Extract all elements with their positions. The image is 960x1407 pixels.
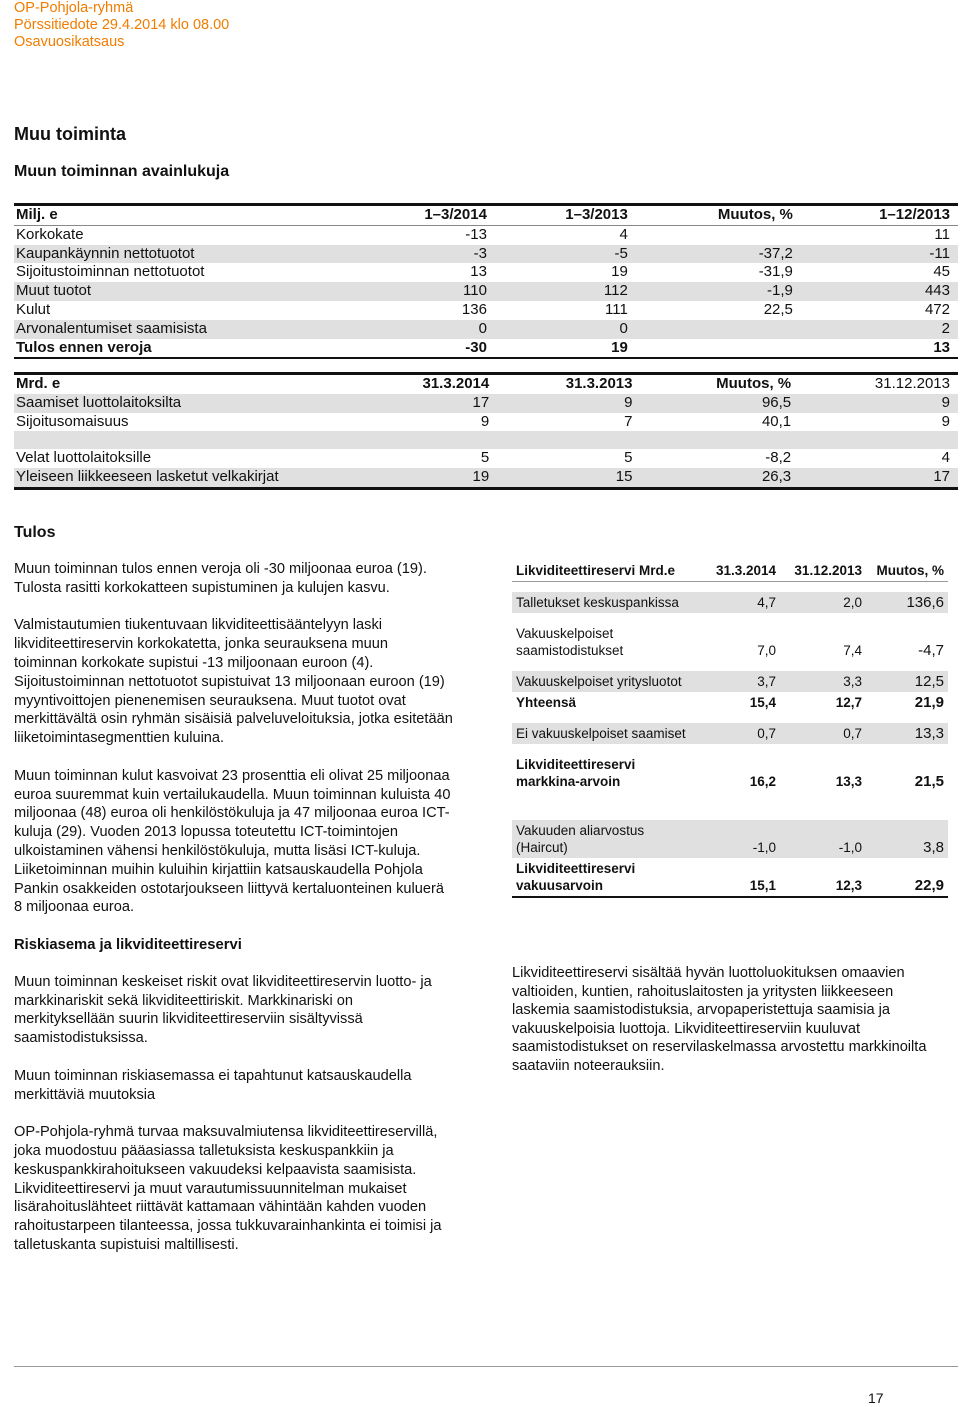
cell: -30	[354, 339, 495, 359]
row-label: Korkokate	[16, 225, 84, 243]
cell: -31,9	[758, 263, 793, 281]
cell: 0,7	[696, 723, 780, 744]
table-total-row	[512, 858, 948, 897]
paragraph: Valmistautumien tiukentuvaan likviditeettisääntelyyn laski likviditeettireservin korkokatetta, jonka seurauksena muun toiminnan korkokate supistui -13 miljoonaan euroon (4). Sijoitustoiminnan nettotuotot supistuivat 13 miljoonaan euroon (19) myyntivoittojen pienenemisen seurauksena. Muut tuotot ovat merkittävältä osin ryhmän sisäisiä palveluveloituksia, jotka esitetään liiketoimintasegmenttien kuluina.	[14, 617, 453, 747]
row-label: Vakuuskelpoiset saamistodistukset	[516, 626, 624, 658]
cell	[636, 320, 801, 339]
footer-divider	[14, 1366, 958, 1367]
cell: 3,3	[780, 671, 866, 692]
row-label: Yhteensä	[516, 695, 577, 710]
row-label: Likviditeettireservi markkina-arvoin	[516, 757, 636, 789]
cell: 12,7	[835, 695, 862, 710]
page-number: 17	[868, 1390, 884, 1406]
table-row	[14, 320, 958, 339]
row-label: Arvonalentumiset saamisista	[14, 320, 354, 339]
cell: 443	[801, 282, 958, 301]
cell: 9	[480, 412, 490, 430]
table-header-cell: 31.3.2014	[422, 375, 490, 392]
row-label: Kaupankäynnin nettotuotot	[14, 245, 354, 264]
risk-heading: Riskiasema ja likviditeettireservi	[14, 936, 242, 953]
cell	[636, 225, 801, 244]
cell: 13,3	[866, 723, 948, 744]
cell: 11	[934, 225, 950, 243]
row-label: Sijoitustoiminnan nettotuotot	[16, 263, 205, 281]
cell: 19	[495, 339, 636, 359]
cell: -37,2	[636, 245, 801, 264]
cell: 21,5	[914, 773, 944, 790]
cell: 0,7	[780, 723, 866, 744]
key-figures-table	[14, 203, 958, 359]
row-label: Vakuuden aliarvostus (Haircut)	[512, 820, 696, 858]
table-header-row	[14, 205, 958, 226]
table-header-row	[512, 560, 948, 582]
table-header-cell: Milj. e	[14, 205, 354, 226]
cell: 22,9	[866, 858, 948, 897]
cell: -8,2	[765, 449, 792, 467]
cell: 5	[480, 449, 490, 467]
cell: 7,0	[757, 643, 776, 658]
table-row	[14, 449, 958, 468]
table-header-cell: 31.3.2013	[565, 375, 633, 392]
row-label: Yleiseen liikkeeseen lasketut velkakirjat	[14, 468, 354, 488]
release-line: Pörssitiedote 29.4.2014 klo 08.00	[14, 17, 230, 33]
cell: 7	[624, 412, 633, 430]
cell: 5	[624, 449, 633, 467]
row-label: Vakuuskelpoiset yritysluotot	[512, 671, 696, 692]
cell: 136	[461, 300, 487, 318]
row-label: Muut tuotot	[14, 282, 354, 301]
cell: 22,5	[763, 300, 793, 318]
cell	[799, 431, 958, 449]
cell: 2	[801, 320, 958, 339]
row-label: Kulut	[16, 300, 51, 318]
cell	[636, 339, 801, 359]
paragraph: Muun toiminnan keskeiset riskit ovat likviditeettireservin luotto- ja markkinariskit sekä likviditeettiriskit. Markkinariski on merkityksellään suurin likviditeettireserviin sisältyvissä saamistodistuksissa.	[14, 973, 432, 1047]
table-row	[14, 394, 958, 413]
cell: 110	[354, 282, 495, 301]
cell: 9	[799, 394, 958, 413]
table-header-cell: 31.12.2013	[780, 560, 866, 582]
paragraph: Muun toiminnan riskiasemassa ei tapahtunut katsauskaudella merkittäviä muutoksia	[14, 1067, 412, 1103]
table-header-cell: Likviditeettireservi Mrd.e	[512, 560, 696, 582]
paragraph: OP-Pohjola-ryhmä turvaa maksuvalmiutensa likviditeettireservillä, joka muodostuu pääasiassa talletuksista keskuspankkiin ja keskuspankkirahoitukseen vakuudeksi kelpaavista saamisista. Likviditeettireservi ja muut varautumissuunnitelman mukaiset lisärahoituslähteet riittävät kattamaan vähintään kahden vuoden rahoitustarpeen tilanteessa, jossa tukkuvarainhankinta ei toimisi ja talletuskanta supistuisi maltillisesti.	[14, 1124, 442, 1253]
cell: -1,0	[780, 820, 866, 858]
cell: 0	[495, 320, 636, 339]
cell: 96,5	[640, 394, 799, 413]
paragraph: Muun toiminnan kulut kasvoivat 23 prosenttia eli olivat 25 miljoonaa euroa suuremmat kuin vertailukaudella. Muun toiminnan kuluista 40 miljoonaa (48) euroa oli henkilöstökuluja ja 47 miljoonaa euroa ICT-kuluja (29). Vuoden 2013 lopussa toteutettu ICT-toimintojen ulkoistaminen vähensi henkilöstökuluja, mutta lisäsi ICT-kuluja. Liiketoiminnan muihin kuluihin kirjattiin katsauskaudella Pohjola Pankin osakkeiden ostotarjoukseen liittyvä kertaluonteinen kuluerä 8 miljoonaa euroa.	[14, 767, 451, 916]
row-label: Velat luottolaitoksille	[16, 449, 152, 467]
table-row	[14, 263, 958, 282]
cell: 3,8	[866, 820, 948, 858]
table-row	[512, 754, 948, 792]
table-header-cell: 31.12.2013	[874, 375, 950, 392]
cell: 15,1	[696, 858, 780, 897]
cell: -3	[354, 245, 495, 264]
cell	[497, 431, 640, 449]
cell: 15,4	[749, 695, 776, 710]
cell: -4,7	[918, 642, 944, 659]
table-row	[14, 225, 958, 244]
cell	[640, 431, 799, 449]
paragraph: Muun toiminnan tulos ennen veroja oli -30 miljoonaa euroa (19). Tulosta rasitti korkokatteen supistuminen ja kulujen kasvu.	[14, 561, 427, 596]
table-header-cell: 1–3/2014	[354, 205, 495, 226]
cell: 13,3	[835, 774, 862, 789]
row-label: Likviditeettireservi vakuusarvoin	[512, 858, 696, 897]
cell: 17	[354, 394, 497, 413]
company-name: OP-Pohjola-ryhmä	[14, 0, 134, 16]
table-header-cell: 1–12/2013	[801, 205, 958, 226]
table-row	[14, 468, 958, 488]
cell: 17	[799, 468, 958, 488]
tulos-heading: Tulos	[14, 524, 56, 541]
cell: -5	[495, 245, 636, 264]
cell: 4,7	[696, 592, 780, 613]
cell: 0	[354, 320, 495, 339]
cell: 19	[611, 263, 628, 281]
row-label: Saamiset luottolaitoksilta	[14, 394, 354, 413]
row-label: Tulos ennen veroja	[14, 339, 354, 359]
table-header-cell: Mrd. e	[16, 375, 61, 392]
cell: 45	[933, 263, 950, 281]
table-row	[512, 820, 948, 858]
cell: -1,0	[696, 820, 780, 858]
table-header-cell: Muutos, %	[866, 560, 948, 582]
cell: -1,9	[636, 282, 801, 301]
table-total-row	[14, 339, 958, 359]
report-type: Osavuosikatsaus	[14, 34, 125, 50]
cell: 26,3	[640, 468, 799, 488]
row-label: Sijoitusomaisuus	[16, 412, 129, 430]
table-row	[14, 413, 958, 432]
cell: 111	[605, 300, 628, 318]
section-title: Muu toiminta	[14, 124, 126, 144]
cell: 12,5	[866, 671, 948, 692]
row-label: Ei vakuuskelpoiset saamiset	[512, 723, 696, 744]
cell	[354, 431, 497, 449]
table-row	[14, 301, 958, 320]
cell: 3,7	[696, 671, 780, 692]
cell: 40,1	[761, 412, 792, 430]
table-total-row	[512, 692, 948, 713]
table-header-row	[14, 374, 958, 394]
cell: 9	[497, 394, 640, 413]
row-label: Talletukset keskuspankissa	[512, 592, 696, 613]
cell: 112	[495, 282, 636, 301]
cell: 13	[801, 339, 958, 359]
cell: 13	[470, 263, 487, 281]
document-header	[14, 0, 229, 51]
cell: 136,6	[866, 592, 948, 613]
cell: 16,2	[749, 774, 776, 789]
cell: 4	[941, 449, 950, 467]
table-row	[14, 282, 958, 301]
liquidity-reserve-table	[512, 560, 948, 898]
table-header-cell: Muutos, %	[716, 375, 792, 392]
table-row	[512, 723, 948, 744]
liquidity-description: Likviditeettireservi sisältää hyvän luottoluokituksen omaavien valtioiden, kuntien, rahoituslaitosten ja yritysten liikkeeseen laskemia saamistodistuksia, arvopaperistettuja saamisia ja vakuuskelpoisia luottoja. Likviditeettireserviin kuuluvat saamistodistukset on reservilaskelmassa arvostettu markkinoilta saataviin noteerauksiin.	[512, 965, 927, 1074]
table-row	[512, 671, 948, 692]
cell: 2,0	[780, 592, 866, 613]
table-header-cell: Muutos, %	[636, 205, 801, 226]
cell: 7,4	[843, 643, 862, 658]
table-row	[512, 592, 948, 613]
cell: 4	[619, 225, 628, 243]
table-header-cell: 1–3/2013	[495, 205, 636, 226]
cell: 15	[497, 468, 640, 488]
cell: -13	[465, 225, 487, 243]
balance-sheet-table	[14, 372, 958, 490]
table-row	[14, 245, 958, 264]
cell: -11	[801, 245, 958, 264]
cell: 472	[924, 300, 950, 318]
table-header-cell: 31.3.2014	[696, 560, 780, 582]
row-label	[14, 431, 354, 449]
table-row	[512, 623, 948, 661]
cell: 19	[354, 468, 497, 488]
cell: 21,9	[914, 694, 944, 711]
table-row	[14, 431, 958, 449]
cell: 12,3	[780, 858, 866, 897]
subsection-title: Muun toiminnan avainlukuja	[14, 163, 230, 180]
cell: 9	[941, 412, 950, 430]
left-column	[14, 560, 454, 1273]
